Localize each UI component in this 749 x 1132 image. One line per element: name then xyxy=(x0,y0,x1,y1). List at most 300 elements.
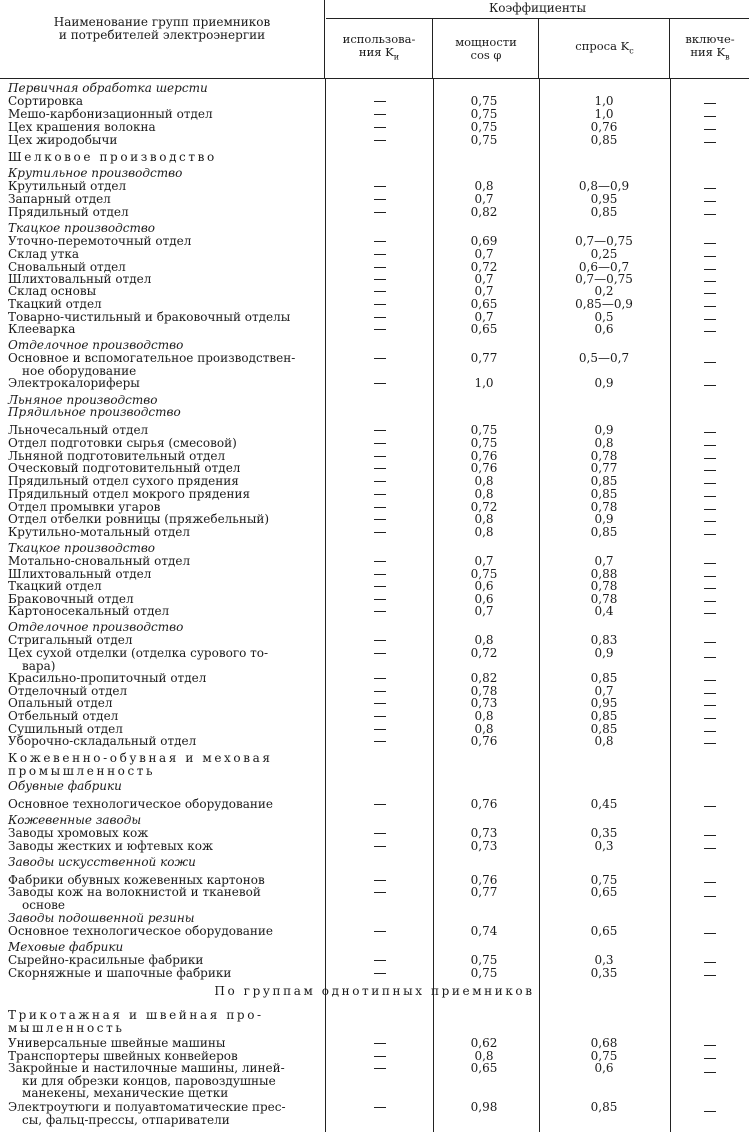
ki-value xyxy=(330,108,430,121)
kv-value xyxy=(674,712,746,725)
dash-mark xyxy=(704,933,716,934)
cos-value: 0,75 xyxy=(470,966,498,980)
dash-mark xyxy=(704,806,716,807)
dash-mark xyxy=(704,331,716,332)
cos-value: 0,8 xyxy=(474,633,494,647)
row-name: Ткацкий отдел xyxy=(8,579,102,593)
ki-value xyxy=(330,840,430,853)
kc-value: 0,78 xyxy=(590,592,618,606)
kv-value xyxy=(674,287,746,300)
cos-value: 0,8 xyxy=(474,179,494,193)
dash-mark xyxy=(374,199,386,200)
kv-value xyxy=(674,439,746,452)
dash-mark xyxy=(704,116,716,117)
ki-value xyxy=(330,672,430,685)
cos-value: 0,75 xyxy=(470,94,498,108)
kv-value xyxy=(674,300,746,313)
kc-value: 0,6 xyxy=(594,1061,614,1075)
dash-mark xyxy=(374,703,386,704)
kc-value: 0,9 xyxy=(594,512,614,526)
ki-value xyxy=(330,261,430,274)
dash-mark xyxy=(704,306,716,307)
subsection-title: Прядильное производство xyxy=(8,405,181,419)
kv-value xyxy=(674,582,746,595)
cos-value: 0,8 xyxy=(474,1049,494,1063)
kc-value: 0,95 xyxy=(590,696,618,710)
kc-value: 0,75 xyxy=(590,873,618,887)
dash-mark xyxy=(704,835,716,836)
dash-mark xyxy=(374,241,386,242)
kc-value: 0,25 xyxy=(590,247,618,261)
kc-value: 0,76 xyxy=(590,120,618,134)
kv-value xyxy=(674,595,746,608)
kv-value xyxy=(674,557,746,570)
dash-mark xyxy=(704,293,716,294)
kc-value: 1,0 xyxy=(594,107,614,121)
row-name: Шлихтовальный отдел xyxy=(8,567,152,581)
row-name: Прядильный отдел сухого прядения xyxy=(8,474,239,488)
dash-mark xyxy=(374,254,386,255)
dash-mark xyxy=(374,443,386,444)
dash-mark xyxy=(704,718,716,719)
kc-value: 0,78 xyxy=(590,579,618,593)
group-title-cont: промышленность xyxy=(8,764,156,778)
dash-mark xyxy=(704,613,716,614)
cos-value: 0,72 xyxy=(470,646,498,660)
dash-mark xyxy=(704,319,716,320)
dash-mark xyxy=(704,896,716,897)
dash-mark xyxy=(704,1045,716,1046)
dash-mark xyxy=(374,279,386,280)
subsection-title: Заводы искусственной кожи xyxy=(8,855,196,869)
cos-value: 0,7 xyxy=(474,192,494,206)
ki-value xyxy=(330,513,430,526)
kc-value: 0,35 xyxy=(590,966,618,980)
row-name: Заводы жестких и юфтевых кож xyxy=(8,839,213,853)
kv-value xyxy=(674,800,746,813)
kv-value xyxy=(674,651,746,664)
coefficients-header: Коэффициенты xyxy=(326,0,749,19)
dash-mark xyxy=(374,846,386,847)
kc-value: 0,85 xyxy=(590,1100,618,1114)
cos-value: 0,75 xyxy=(470,133,498,147)
subsection-title: Кожевенные заводы xyxy=(8,813,142,827)
row-name: Цех сухой отделки (отделка сурового то- xyxy=(8,646,269,660)
cos-column-header: мощности cos φ xyxy=(434,19,539,78)
row-name: Универсальные швейные машины xyxy=(8,1036,226,1050)
subsection-title: Крутильное производство xyxy=(8,166,183,180)
cos-value: 1,0 xyxy=(474,376,494,390)
dash-mark xyxy=(374,304,386,305)
ki-value xyxy=(330,1050,430,1063)
kc-value: 1,0 xyxy=(594,94,614,108)
kv-value xyxy=(674,123,746,136)
kc-value: 0,7 xyxy=(594,554,614,568)
ki-value xyxy=(330,298,430,311)
ki-value xyxy=(330,568,430,581)
kc-value: 0,8—0,9 xyxy=(578,179,630,193)
ki-value xyxy=(330,580,430,593)
row-name: Сортировка xyxy=(8,94,84,108)
dash-mark xyxy=(704,256,716,257)
dash-mark xyxy=(374,599,386,600)
cos-value: 0,75 xyxy=(470,107,498,121)
cos-value: 0,7 xyxy=(474,604,494,618)
row-name: Сушильный отдел xyxy=(8,722,123,736)
row-name: Цех крашения волокна xyxy=(8,120,156,134)
kv-value xyxy=(674,1039,746,1052)
dash-mark xyxy=(704,1111,716,1112)
row-name: Заводы хромовых кож xyxy=(8,826,149,840)
cos-value: 0,65 xyxy=(470,1061,498,1075)
dash-mark xyxy=(374,101,386,102)
dash-mark xyxy=(374,114,386,115)
row-name: Склад утка xyxy=(8,247,80,261)
dash-mark xyxy=(704,432,716,433)
ki-value xyxy=(330,323,430,336)
kc-value: 0,6—0,7 xyxy=(578,260,630,274)
dash-mark xyxy=(704,743,716,744)
dash-mark xyxy=(374,973,386,974)
name-header-line2: и потребителей электроэнергии xyxy=(58,28,266,42)
kc-value: 0,85 xyxy=(590,205,618,219)
group-title-cont: мышленность xyxy=(8,1021,125,1035)
dash-mark xyxy=(374,140,386,141)
row-name: Картоносекальный отдел xyxy=(8,604,170,618)
dash-mark xyxy=(374,532,386,533)
row-name: Крутильный отдел xyxy=(8,179,127,193)
kc-value: 0,95 xyxy=(590,192,618,206)
dash-mark xyxy=(704,882,716,883)
row-name-cont: вара) xyxy=(22,658,56,673)
row-name-cont: ки для обрезки концов, паровоздушные xyxy=(22,1073,276,1088)
dash-mark xyxy=(374,931,386,932)
kc-value: 0,85 xyxy=(590,133,618,147)
row-name: Мешо-карбонизационный отдел xyxy=(8,107,213,121)
kv-value xyxy=(674,356,746,369)
dash-mark xyxy=(704,601,716,602)
dash-mark xyxy=(704,142,716,143)
kc-value: 0,9 xyxy=(594,423,614,437)
cos-value: 0,8 xyxy=(474,722,494,736)
kc-value: 0,3 xyxy=(594,953,614,967)
kv-value xyxy=(674,97,746,110)
section-divider-title: По группам однотипных приемников xyxy=(214,984,535,998)
kc-value: 0,9 xyxy=(594,376,614,390)
kv-value xyxy=(674,263,746,276)
dash-mark xyxy=(374,267,386,268)
kv-value xyxy=(674,725,746,738)
cos-value: 0,78 xyxy=(470,684,498,698)
ki-value xyxy=(330,501,430,514)
cos-value: 0,75 xyxy=(470,953,498,967)
row-name: Прядильный отдел xyxy=(8,205,129,219)
dash-mark xyxy=(704,521,716,522)
row-name: Льночесальный отдел xyxy=(8,423,149,437)
kv-value xyxy=(674,829,746,842)
kv-value xyxy=(674,490,746,503)
kc-value: 0,85 xyxy=(590,709,618,723)
kc-column-header: спроса $K_с$ xyxy=(540,19,670,78)
subsection-title: Отделочное производство xyxy=(8,620,184,634)
dash-mark xyxy=(704,657,716,658)
cos-value: 0,8 xyxy=(474,525,494,539)
dash-mark xyxy=(704,470,716,471)
dash-mark xyxy=(374,383,386,384)
ki-value xyxy=(330,605,430,618)
ki-value xyxy=(330,424,430,437)
ki-value xyxy=(330,647,430,660)
ki-value xyxy=(330,735,430,748)
dash-mark xyxy=(374,561,386,562)
kc-value: 0,85 xyxy=(590,525,618,539)
dash-mark xyxy=(374,586,386,587)
dash-mark xyxy=(704,975,716,976)
dash-mark xyxy=(704,201,716,202)
row-name: Скорняжные и шапочные фабрики xyxy=(8,966,232,980)
row-name: Уточно-перемоточный отдел xyxy=(8,234,192,248)
kv-value xyxy=(674,969,746,982)
row-name: Отдел подготовки сырья (смесовой) xyxy=(8,436,237,450)
ki-value xyxy=(330,593,430,606)
group-title: Трикотажная и швейная про- xyxy=(8,1008,264,1022)
kc-value: 0,9 xyxy=(594,646,614,660)
kc-value: 0,68 xyxy=(590,1036,618,1050)
kv-value xyxy=(674,1066,746,1079)
kv-value xyxy=(674,503,746,516)
dash-mark xyxy=(704,642,716,643)
row-name: Основное и вспомогательное производствен- xyxy=(8,351,296,365)
kc-value: 0,3 xyxy=(594,839,614,853)
kv-value xyxy=(674,687,746,700)
kc-value: 0,88 xyxy=(590,567,618,581)
row-name: Электрокалориферы xyxy=(8,376,140,390)
row-name: Закройные и настилочные машины, линей- xyxy=(8,1061,285,1075)
row-name: Ткацкий отдел xyxy=(8,297,102,311)
kv-value xyxy=(674,136,746,149)
kc-value: 0,5—0,7 xyxy=(578,351,630,365)
dash-mark xyxy=(374,329,386,330)
kv-value xyxy=(674,927,746,940)
subsection-title: Заводы подошвенной резины xyxy=(8,911,195,925)
kv-value xyxy=(674,1052,746,1065)
row-name: Транспортеры швейных конвейеров xyxy=(8,1049,238,1063)
row-name: Оческовый подготовительный отдел xyxy=(8,461,241,475)
dash-mark xyxy=(374,212,386,213)
cos-value: 0,73 xyxy=(470,696,498,710)
dash-mark xyxy=(704,362,716,363)
dash-mark xyxy=(374,430,386,431)
row-name: Заводы кож на волокнистой и тканевой xyxy=(8,885,261,899)
cos-value: 0,82 xyxy=(470,205,498,219)
dash-mark xyxy=(704,445,716,446)
dash-mark xyxy=(704,243,716,244)
dash-mark xyxy=(374,611,386,612)
kv-value xyxy=(674,110,746,123)
ki-value xyxy=(330,95,430,108)
kv-value xyxy=(674,195,746,208)
kc-value: 0,4 xyxy=(594,604,614,618)
row-name: Цех жиродобычи xyxy=(8,133,118,147)
dash-mark xyxy=(374,804,386,805)
ki-value xyxy=(330,967,430,980)
kc-value: 0,78 xyxy=(590,500,618,514)
kc-value: 0,85 xyxy=(590,722,618,736)
row-name: Отделочный отдел xyxy=(8,684,128,698)
ki-value xyxy=(330,377,430,390)
cos-value: 0,73 xyxy=(470,839,498,853)
cos-value: 0,65 xyxy=(470,322,498,336)
dash-mark xyxy=(704,680,716,681)
kc-value: 0,85 xyxy=(590,671,618,685)
row-name-cont: манекены, механические щетки xyxy=(22,1086,229,1101)
kv-value xyxy=(674,477,746,490)
ki-value xyxy=(330,526,430,539)
cos-value: 0,76 xyxy=(470,734,498,748)
ki-value xyxy=(330,193,430,206)
kc-value: 0,7—0,75 xyxy=(575,234,633,248)
kv-value xyxy=(674,515,746,528)
cos-value: 0,69 xyxy=(470,234,498,248)
row-name: Сырейно-красильные фабрики xyxy=(8,953,204,967)
ki-value xyxy=(330,273,430,286)
dash-mark xyxy=(704,962,716,963)
dash-mark xyxy=(374,691,386,692)
kc-value: 0,8 xyxy=(594,436,614,450)
cos-value: 0,74 xyxy=(470,924,498,938)
kv-value xyxy=(674,699,746,712)
cos-value: 0,8 xyxy=(474,487,494,501)
column-divider xyxy=(670,78,671,1132)
ki-value xyxy=(330,450,430,463)
dash-mark xyxy=(374,880,386,881)
kc-value: 0,45 xyxy=(590,797,618,811)
row-name-cont: ное оборудование xyxy=(22,363,137,378)
ki-column-header: использова- ния $K_и$ xyxy=(326,19,433,78)
kv-value xyxy=(674,1105,746,1118)
cos-value: 0,82 xyxy=(470,671,498,685)
dash-mark xyxy=(374,186,386,187)
kv-value xyxy=(674,237,746,250)
cos-value: 0,75 xyxy=(470,436,498,450)
dash-mark xyxy=(704,496,716,497)
kv-value xyxy=(674,379,746,392)
ki-value xyxy=(330,121,430,134)
dash-mark xyxy=(374,653,386,654)
dash-mark xyxy=(704,1058,716,1059)
kv-value xyxy=(674,876,746,889)
row-name: Стригальный отдел xyxy=(8,633,133,647)
dash-mark xyxy=(374,456,386,457)
ki-value xyxy=(330,685,430,698)
kc-value: 0,35 xyxy=(590,826,618,840)
dash-mark xyxy=(374,833,386,834)
dash-mark xyxy=(374,494,386,495)
dash-mark xyxy=(374,1056,386,1057)
ki-value xyxy=(330,134,430,147)
cos-value: 0,7 xyxy=(474,247,494,261)
dash-mark xyxy=(374,1043,386,1044)
kc-value: 0,85 xyxy=(590,474,618,488)
row-name: Прядильный отдел мокрого прядения xyxy=(8,487,251,501)
dash-mark xyxy=(374,317,386,318)
kv-value xyxy=(674,842,746,855)
kv-value xyxy=(674,208,746,221)
name-column-header xyxy=(0,0,325,78)
row-name: Красильно-пропиточный отдел xyxy=(8,671,207,685)
row-name: Мотально-сновальный отдел xyxy=(8,554,191,568)
kv-value xyxy=(674,182,746,195)
ki-value xyxy=(330,1062,430,1075)
group-title: Шелковое производство xyxy=(8,150,217,164)
dash-mark xyxy=(704,576,716,577)
table-header xyxy=(0,0,749,79)
dash-mark xyxy=(374,640,386,641)
dash-mark xyxy=(704,534,716,535)
cos-value: 0,77 xyxy=(470,885,498,899)
kc-value: 0,75 xyxy=(590,1049,618,1063)
cos-value: 0,7 xyxy=(474,554,494,568)
subsection-title: Льняное производство xyxy=(8,393,158,407)
ki-value xyxy=(330,710,430,723)
row-name: Браковочный отдел xyxy=(8,592,134,606)
cos-value: 0,7 xyxy=(474,310,494,324)
kv-value xyxy=(674,890,746,903)
cos-value: 0,73 xyxy=(470,826,498,840)
ki-value xyxy=(330,235,430,248)
row-name: Отбельный отдел xyxy=(8,709,119,723)
cos-value: 0,98 xyxy=(470,1100,498,1114)
kc-value: 0,85—0,9 xyxy=(575,297,633,311)
ki-value xyxy=(330,798,430,811)
ki-value xyxy=(330,925,430,938)
kv-value xyxy=(674,636,746,649)
dash-mark xyxy=(704,848,716,849)
name-header-line1: Наименование групп приемников xyxy=(53,15,271,29)
row-name: Запарный отдел xyxy=(8,192,111,206)
kv-value xyxy=(674,570,746,583)
ki-value xyxy=(330,462,430,475)
kv-value xyxy=(674,528,746,541)
dash-mark xyxy=(374,960,386,961)
dash-mark xyxy=(374,716,386,717)
row-name-cont: сы, фальц-прессы, отпариватели xyxy=(22,1112,230,1127)
kc-value: 0,77 xyxy=(590,461,618,475)
row-name: Сновальный отдел xyxy=(8,260,126,274)
dash-mark xyxy=(374,1068,386,1069)
dash-mark xyxy=(704,693,716,694)
dash-mark xyxy=(374,468,386,469)
dash-mark xyxy=(704,188,716,189)
ki-value xyxy=(330,352,430,365)
ki-value xyxy=(330,954,430,967)
kc-value: 0,7—0,75 xyxy=(575,272,633,286)
dash-mark xyxy=(704,269,716,270)
ki-value xyxy=(330,827,430,840)
dash-mark xyxy=(374,507,386,508)
cos-value: 0,8 xyxy=(474,709,494,723)
ki-value xyxy=(330,886,430,899)
dash-mark xyxy=(374,127,386,128)
subsection-title: Первичная обработка шерсти xyxy=(8,81,208,95)
kv-value xyxy=(674,325,746,338)
dash-mark xyxy=(704,588,716,589)
cos-value: 0,8 xyxy=(474,512,494,526)
kv-value xyxy=(674,464,746,477)
cos-value: 0,65 xyxy=(470,297,498,311)
ki-value xyxy=(330,697,430,710)
kc-value: 0,65 xyxy=(590,924,618,938)
